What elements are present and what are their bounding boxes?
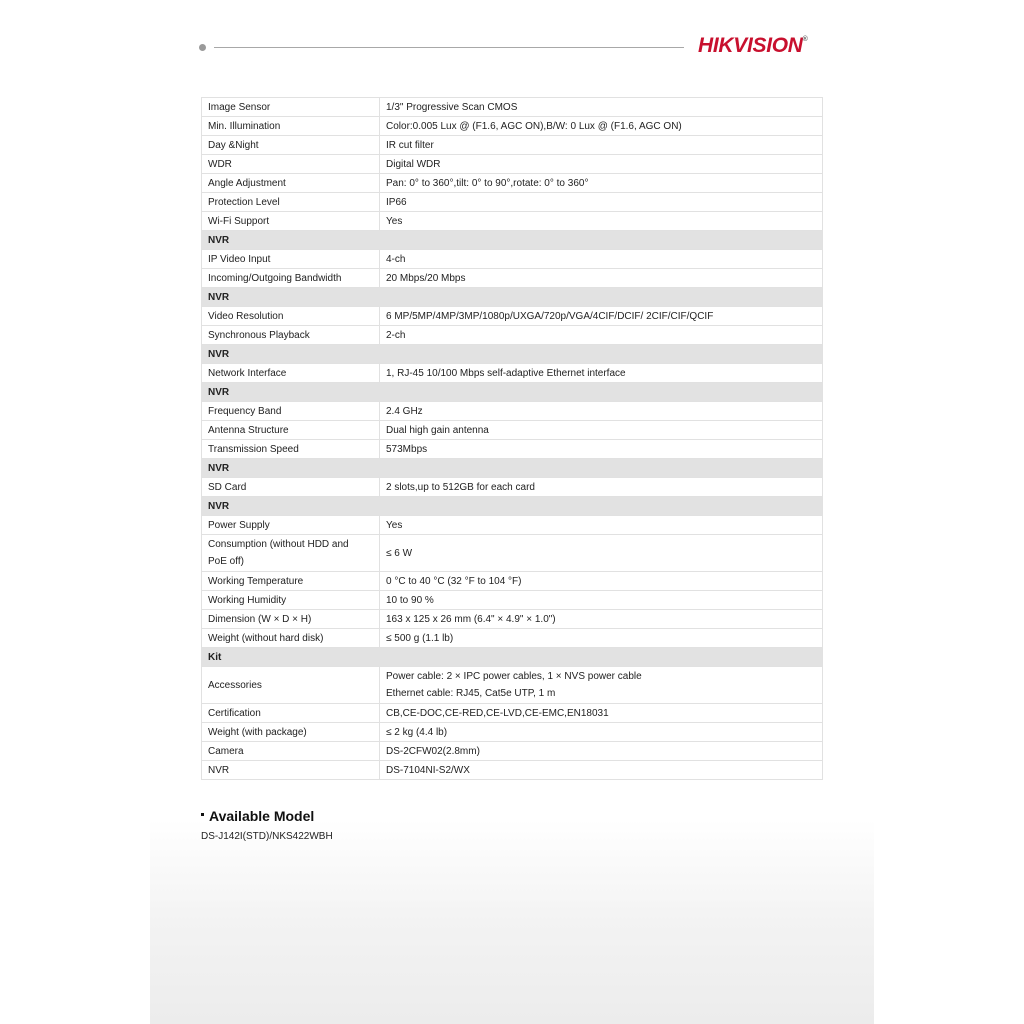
spec-key: Min. Illumination — [202, 117, 380, 136]
available-model-title: Available Model — [209, 808, 315, 824]
spec-row — [202, 193, 823, 212]
section-label: NVR — [202, 459, 823, 478]
spec-row — [202, 478, 823, 497]
spec-row — [202, 155, 823, 174]
spec-value: 0 °C to 40 °C (32 °F to 104 °F) — [380, 572, 823, 591]
spec-row — [202, 440, 823, 459]
spec-row — [202, 364, 823, 383]
spec-value: 1/3" Progressive Scan CMOS — [380, 98, 823, 117]
spec-value: ≤ 500 g (1.1 lb) — [380, 629, 823, 648]
spec-row — [202, 326, 823, 345]
spec-key — [202, 667, 380, 704]
section-label: Kit — [202, 648, 823, 667]
spec-row — [202, 667, 823, 704]
spec-key: Frequency Band — [202, 402, 380, 421]
spec-row — [202, 307, 823, 326]
header-dot — [199, 44, 206, 51]
section-label: NVR — [202, 383, 823, 402]
spec-section-header — [202, 383, 823, 402]
spec-row — [202, 704, 823, 723]
spec-value: 2-ch — [380, 326, 823, 345]
spec-row — [202, 421, 823, 440]
available-model-number: DS-J142I(STD)/NKS422WBH — [201, 831, 333, 842]
spec-row — [202, 516, 823, 535]
spec-value: DS-7104NI-S2/WX — [380, 761, 823, 780]
spec-row — [202, 610, 823, 629]
spec-key: Weight (without hard disk) — [202, 629, 380, 648]
spec-row — [202, 723, 823, 742]
spec-key: Working Humidity — [202, 591, 380, 610]
spec-value-line: Power cable: 2 × IPC power cables, 1 × NVS power cable — [386, 671, 642, 682]
section-label: NVR — [202, 231, 823, 250]
spec-key: Angle Adjustment — [202, 174, 380, 193]
spec-value: Yes — [380, 516, 823, 535]
spec-value: 2.4 GHz — [380, 402, 823, 421]
spec-key-line: PoE off) — [208, 556, 244, 567]
spec-row — [202, 174, 823, 193]
spec-section-header — [202, 459, 823, 478]
spec-value: Color:0.005 Lux @ (F1.6, AGC ON),B/W: 0 Lux @ (F1.6, AGC ON) — [380, 117, 823, 136]
spec-key: Protection Level — [202, 193, 380, 212]
spec-value: DS-2CFW02(2.8mm) — [380, 742, 823, 761]
spec-section-header — [202, 231, 823, 250]
spec-key: Day &Night — [202, 136, 380, 155]
spec-key: Camera — [202, 742, 380, 761]
spec-key: Working Temperature — [202, 572, 380, 591]
spec-value: 6 MP/5MP/4MP/3MP/1080p/UXGA/720p/VGA/4CIF/DCIF/ 2CIF/CIF/QCIF — [380, 307, 823, 326]
spec-row — [202, 742, 823, 761]
spec-key: Power Supply — [202, 516, 380, 535]
spec-key: Antenna Structure — [202, 421, 380, 440]
spec-key: Image Sensor — [202, 98, 380, 117]
available-model-heading — [201, 808, 314, 824]
spec-value — [380, 535, 823, 572]
spec-value: CB,CE-DOC,CE-RED,CE-LVD,CE-EMC,EN18031 — [380, 704, 823, 723]
spec-row — [202, 591, 823, 610]
spec-key: Dimension (W × D × H) — [202, 610, 380, 629]
spec-value: 20 Mbps/20 Mbps — [380, 269, 823, 288]
spec-section-header — [202, 345, 823, 364]
spec-value: 163 x 125 x 26 mm (6.4" × 4.9" × 1.0") — [380, 610, 823, 629]
spec-row — [202, 761, 823, 780]
spec-row — [202, 402, 823, 421]
spec-row — [202, 629, 823, 648]
spec-key: Synchronous Playback — [202, 326, 380, 345]
header-rule — [214, 47, 684, 48]
brand-logo-text: HIKVISION — [698, 34, 803, 57]
spec-row — [202, 250, 823, 269]
spec-table-body — [202, 98, 823, 780]
brand-logo — [698, 34, 808, 58]
spec-row — [202, 269, 823, 288]
spec-row — [202, 98, 823, 117]
spec-value-line: ≤ 6 W — [386, 547, 413, 559]
spec-key: Weight (with package) — [202, 723, 380, 742]
spec-value: Pan: 0° to 360°,tilt: 0° to 90°,rotate: 0° to 360° — [380, 174, 823, 193]
spec-value: 10 to 90 % — [380, 591, 823, 610]
spec-section-header — [202, 288, 823, 307]
spec-key: IP Video Input — [202, 250, 380, 269]
spec-value: 2 slots,up to 512GB for each card — [380, 478, 823, 497]
spec-section-header — [202, 497, 823, 516]
spec-key: Certification — [202, 704, 380, 723]
spec-key: Transmission Speed — [202, 440, 380, 459]
spec-key: NVR — [202, 761, 380, 780]
spec-row — [202, 535, 823, 572]
section-label: NVR — [202, 345, 823, 364]
spec-key: Network Interface — [202, 364, 380, 383]
spec-key-line: Consumption (without HDD and — [208, 539, 349, 550]
spec-key: WDR — [202, 155, 380, 174]
spec-value: ≤ 2 kg (4.4 lb) — [380, 723, 823, 742]
spec-key: Video Resolution — [202, 307, 380, 326]
spec-value: Yes — [380, 212, 823, 231]
spec-value: 4-ch — [380, 250, 823, 269]
spec-value: Dual high gain antenna — [380, 421, 823, 440]
spec-section-header — [202, 648, 823, 667]
spec-key: Incoming/Outgoing Bandwidth — [202, 269, 380, 288]
spec-value: IP66 — [380, 193, 823, 212]
spec-value: 1, RJ-45 10/100 Mbps self-adaptive Ethernet interface — [380, 364, 823, 383]
spec-key-line: Accessories — [208, 679, 262, 691]
spec-row — [202, 572, 823, 591]
section-label: NVR — [202, 497, 823, 516]
spec-key: SD Card — [202, 478, 380, 497]
bullet-icon — [201, 813, 204, 816]
spec-value: IR cut filter — [380, 136, 823, 155]
spec-key — [202, 535, 380, 572]
registered-mark: ® — [802, 36, 808, 43]
spec-value: 573Mbps — [380, 440, 823, 459]
spec-value: Digital WDR — [380, 155, 823, 174]
spec-value-line: Ethernet cable: RJ45, Cat5e UTP, 1 m — [386, 688, 556, 699]
spec-key: Wi-Fi Support — [202, 212, 380, 231]
spec-row — [202, 136, 823, 155]
spec-table — [201, 97, 823, 780]
spec-value — [380, 667, 823, 704]
section-label: NVR — [202, 288, 823, 307]
spec-row — [202, 212, 823, 231]
spec-row — [202, 117, 823, 136]
